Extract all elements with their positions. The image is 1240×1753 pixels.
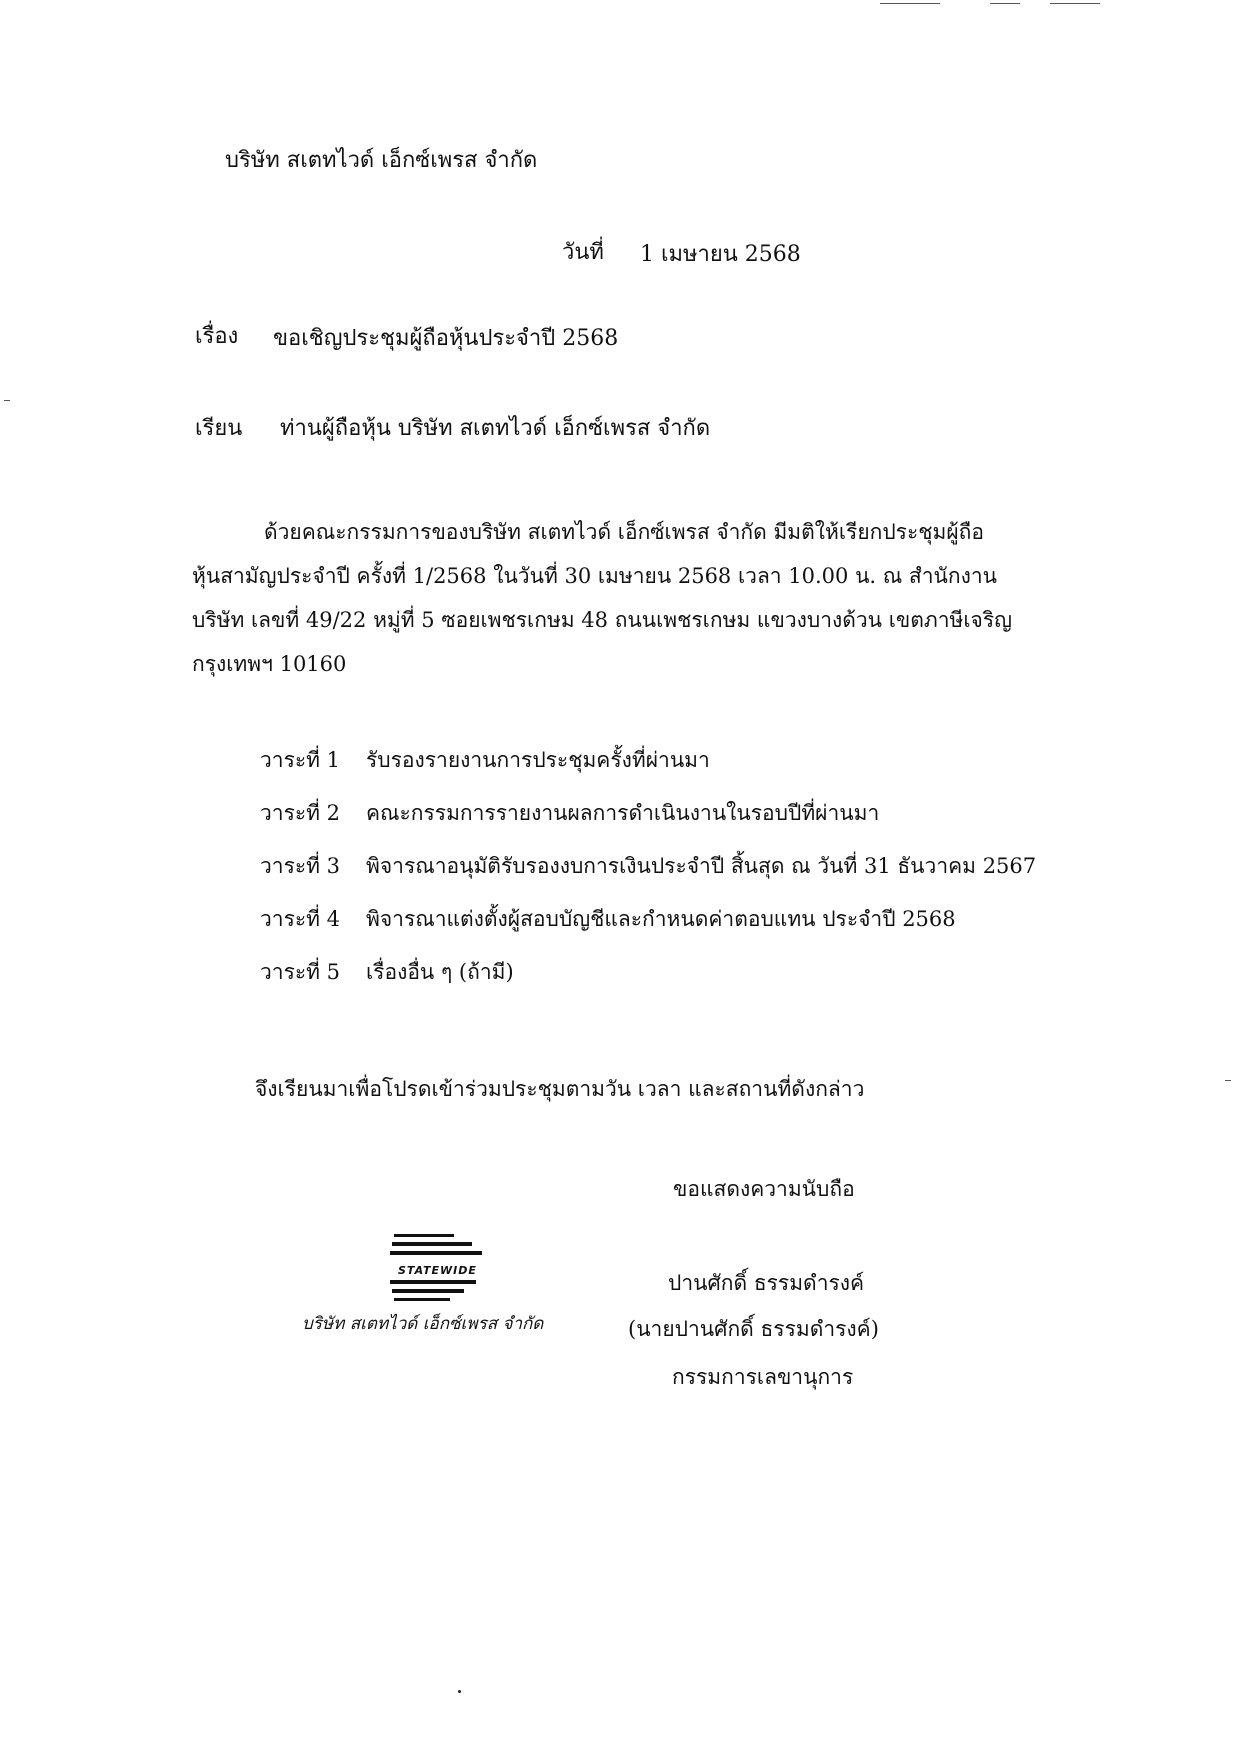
agenda-item — [260, 904, 1036, 957]
agenda-text: พิจารณาอนุมัติรับรองงบการเงินประจำปี สิ้นสุด ณ วันที่ 31 ธันวาคม 2567 — [366, 854, 1037, 878]
body-line: ด้วยคณะกรรมการของบริษัท สเตทไวด์ เอ็กซ์เพรส จำกัด มีมติให้เรียกประชุมผู้ถือ — [264, 520, 984, 544]
date-label: วันที่ — [562, 240, 604, 265]
agenda-text: รับรองรายงานการประชุมครั้งที่ผ่านมา — [366, 748, 710, 772]
agenda-item — [260, 851, 1036, 904]
company-logo — [390, 1232, 490, 1308]
body-line: บริษัท เลขที่ 49/22 หมู่ที่ 5 ซอยเพชรเกษม 48 ถนนเพชรเกษม แขวงบางด้วน เขตภาษีเจริญ — [192, 608, 1013, 632]
agenda-text: คณะกรรมการรายงานผลการดำเนินงานในรอบปีที่ผ่านมา — [366, 801, 880, 825]
regards: ขอแสดงความนับถือ — [673, 1177, 855, 1201]
agenda-label: วาระที่ 5 — [260, 960, 341, 984]
body-line: หุ้นสามัญประจำปี ครั้งที่ 1/2568 ในวันที่ 30 เมษายน 2568 เวลา 10.00 น. ณ สำนักงาน — [192, 564, 998, 588]
signer-name: ปานศักดิ์ ธรรมดำรงค์ — [668, 1271, 865, 1295]
scan-speck — [458, 1690, 461, 1693]
subject-value: ขอเชิญประชุมผู้ถือหุ้นประจำปี 2568 — [273, 326, 619, 351]
signer-title: กรรมการเลขานุการ — [672, 1365, 854, 1389]
closing-line: จึงเรียนมาเพื่อโปรดเข้าร่วมประชุมตามวัน เวลา และสถานที่ดังกล่าว — [255, 1077, 865, 1101]
company-stamp: บริษัท สเตทไวด์ เอ็กซ์เพรส จำกัด — [302, 1314, 544, 1334]
agenda-item — [260, 798, 1036, 851]
scan-speck — [1225, 1080, 1231, 1081]
agenda-text: เรื่องอื่น ๆ (ถ้ามี) — [366, 960, 514, 984]
body-line: กรุงเทพฯ 10160 — [192, 652, 347, 676]
recipient-value: ท่านผู้ถือหุ้น บริษัท สเตทไวด์ เอ็กซ์เพรส จำกัด — [280, 416, 711, 441]
agenda-label: วาระที่ 3 — [260, 854, 341, 878]
body-paragraph — [192, 510, 1072, 686]
recipient-label: เรียน — [195, 416, 243, 441]
agenda-label: วาระที่ 1 — [260, 748, 341, 772]
agenda-item — [260, 957, 1036, 1010]
agenda-label: วาระที่ 2 — [260, 801, 341, 825]
agenda-list — [260, 745, 1036, 1010]
agenda-item — [260, 745, 1036, 798]
logo-wordmark: STATEWIDE — [398, 1264, 477, 1277]
signer-full-name: (นายปานศักดิ์ ธรรมดำรงค์) — [628, 1317, 879, 1341]
date-value: 1 เมษายน 2568 — [640, 242, 801, 267]
agenda-text: พิจารณาแต่งตั้งผู้สอบบัญชีและกำหนดค่าตอบแทน ประจำปี 2568 — [366, 907, 956, 931]
scan-speck — [4, 400, 10, 401]
agenda-label: วาระที่ 4 — [260, 907, 341, 931]
subject-label: เรื่อง — [195, 324, 239, 349]
company-header: บริษัท สเตทไวด์ เอ็กซ์เพรส จำกัด — [225, 148, 538, 173]
